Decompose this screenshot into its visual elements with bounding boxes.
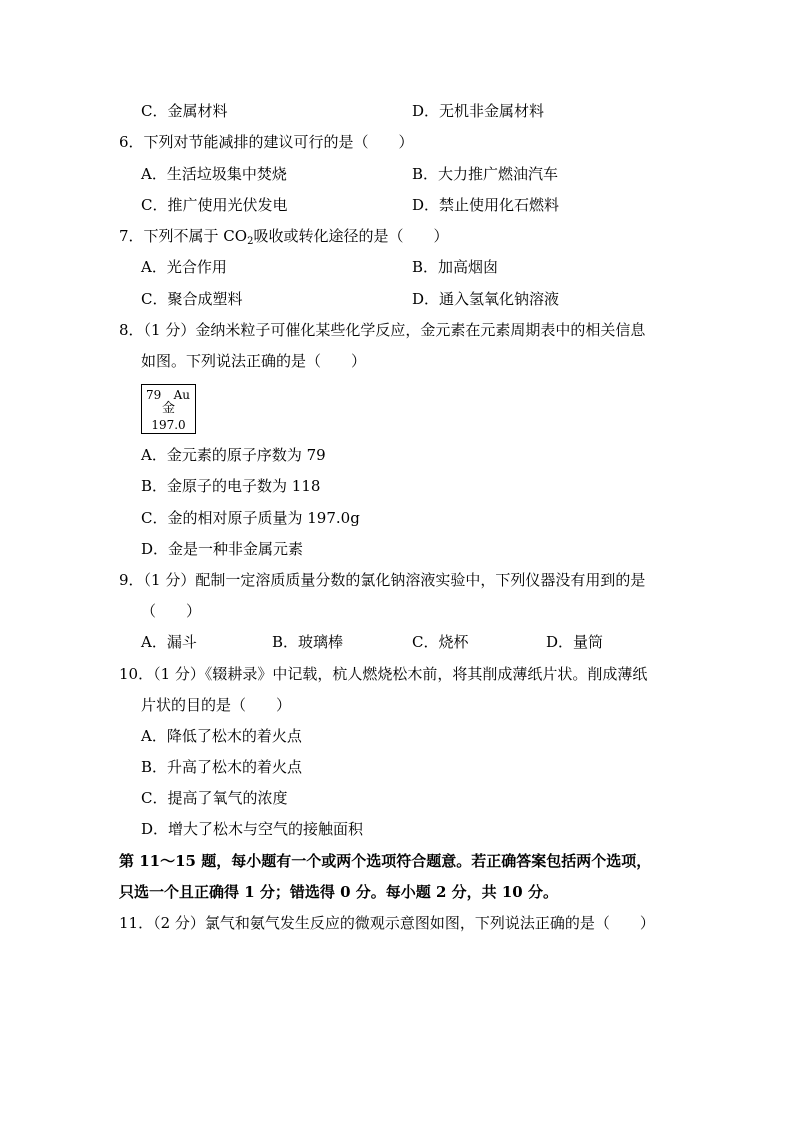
section-instruction-line1: 第 11～15 题，每小题有一个或两个选项符合题意。若正确答案包括两个选项， bbox=[119, 852, 652, 870]
q8-option-a: A．金元素的原子序数为 79 bbox=[141, 446, 326, 464]
atomic-number: 79 bbox=[146, 388, 162, 402]
q7-option-b: B．加高烟囱 bbox=[412, 258, 499, 276]
q5-option-d: D．无机非金属材料 bbox=[412, 102, 545, 120]
section-instruction-line2: 只选一个且正确得 1 分；错选得 0 分。每小题 2 分，共 10 分。 bbox=[119, 883, 558, 901]
q7-stem bbox=[119, 226, 448, 246]
q8-stem-line2: 如图。下列说法正确的是（ ） bbox=[141, 352, 367, 370]
q9-stem-line2: （ ） bbox=[141, 602, 202, 620]
q7-stem-subscript: 2 bbox=[247, 236, 254, 247]
q6-stem: 6．下列对节能减排的建议可行的是（ ） bbox=[119, 133, 414, 151]
element-name: 金 bbox=[161, 401, 175, 416]
atomic-mass: 197.0 bbox=[151, 418, 186, 432]
q7-stem-pre: 7．下列不属于 CO bbox=[119, 227, 248, 245]
element-symbol: Au bbox=[173, 388, 190, 402]
q6-option-b: B．大力推广燃油汽车 bbox=[412, 165, 559, 183]
q7-option-d: D．通入氢氧化钠溶液 bbox=[412, 290, 560, 308]
q7-stem-post: 吸收或转化途径的是（ ） bbox=[253, 227, 449, 245]
q6-option-a: A．生活垃圾集中焚烧 bbox=[141, 165, 287, 183]
q9-option-b: B．玻璃棒 bbox=[272, 633, 344, 651]
q10-option-d: D．增大了松木与空气的接触面积 bbox=[141, 820, 364, 838]
q8-option-d: D．金是一种非金属元素 bbox=[141, 540, 304, 558]
q8-stem-line1: 8．（1 分）金纳米粒子可催化某些化学反应，金元素在元素周期表中的相关信息 bbox=[119, 321, 646, 339]
q10-option-c: C．提高了氧气的浓度 bbox=[141, 789, 288, 807]
q8-option-c: C．金的相对原子质量为 197.0g bbox=[141, 509, 360, 527]
q10-option-a: A．降低了松木的着火点 bbox=[141, 727, 302, 745]
q11-stem: 11．（2 分）氯气和氨气发生反应的微观示意图如图，下列说法正确的是（ ） bbox=[119, 914, 655, 932]
q9-option-a: A．漏斗 bbox=[141, 633, 197, 651]
periodic-table-cell bbox=[141, 384, 196, 434]
q8-option-b: B．金原子的电子数为 118 bbox=[141, 477, 321, 495]
q5-option-c: C．金属材料 bbox=[141, 102, 228, 120]
q9-stem-line1: 9．（1 分）配制一定溶质质量分数的氯化钠溶液实验中，下列仪器没有用到的是 bbox=[119, 571, 646, 589]
q6-option-d: D．禁止使用化石燃料 bbox=[412, 196, 560, 214]
q6-option-c: C．推广使用光伏发电 bbox=[141, 196, 288, 214]
q10-option-b: B．升高了松木的着火点 bbox=[141, 758, 303, 776]
q9-option-c: C．烧杯 bbox=[412, 633, 469, 651]
q10-stem-line2: 片状的目的是（ ） bbox=[141, 696, 292, 714]
q9-option-d: D．量筒 bbox=[546, 633, 604, 651]
q7-option-c: C．聚合成塑料 bbox=[141, 290, 243, 308]
q10-stem-line1: 10．（1 分）《辍耕录》中记载，杭人燃烧松木前，将其削成薄纸片状。削成薄纸 bbox=[119, 665, 648, 683]
q7-option-a: A．光合作用 bbox=[141, 258, 227, 276]
